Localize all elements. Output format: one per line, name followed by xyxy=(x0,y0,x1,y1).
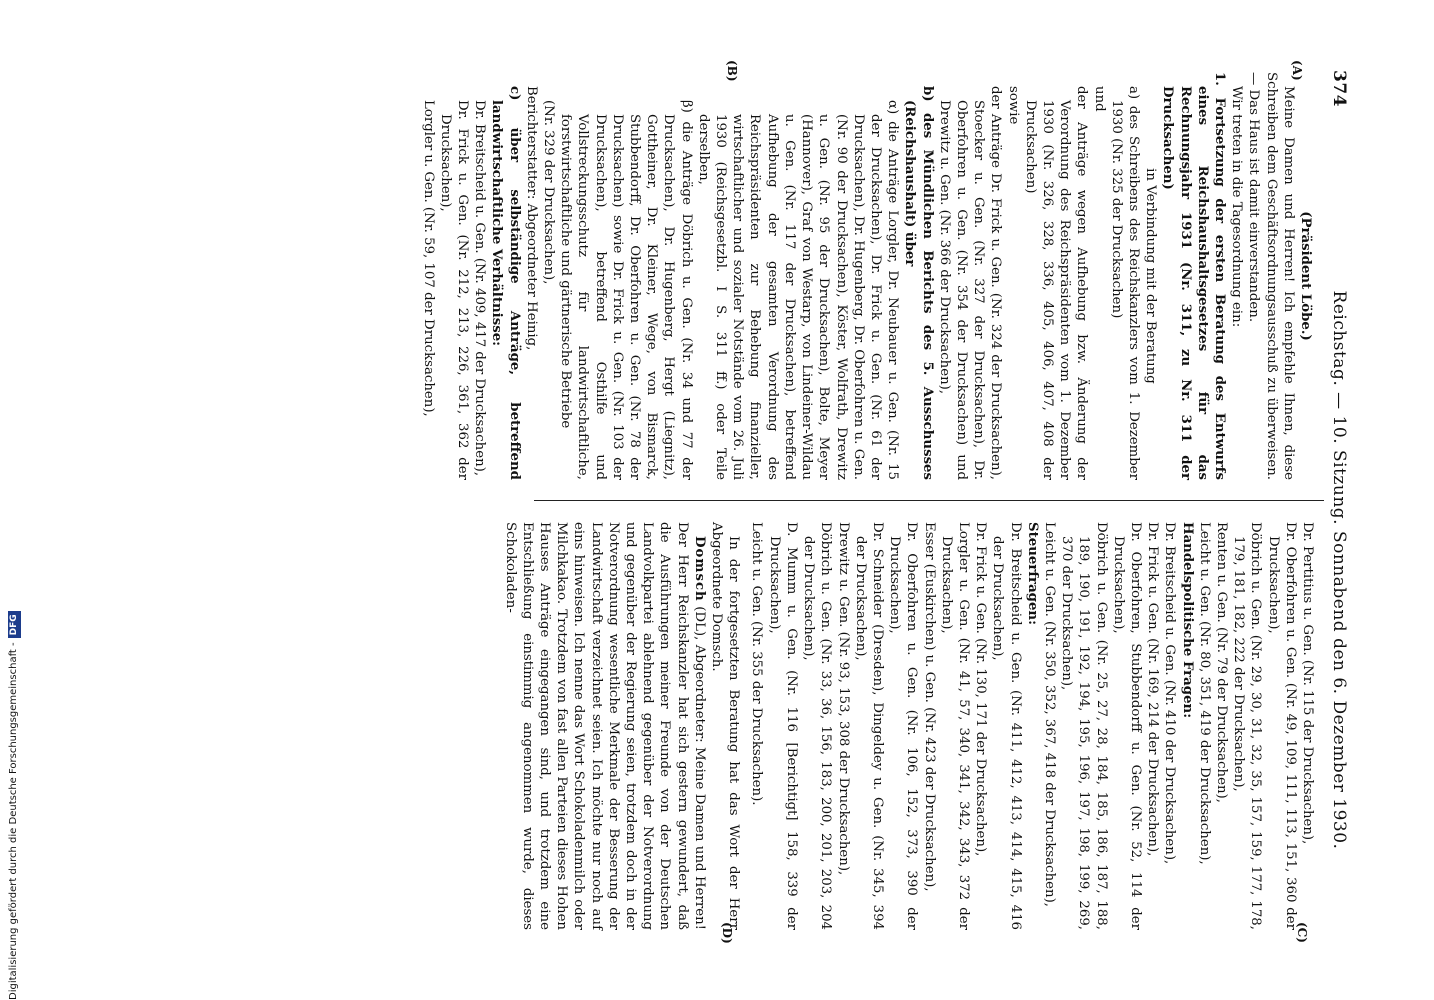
paragraph: In der fortgesetzten Beratung hat das Wort der Herr Abgeordnete Domsch. xyxy=(709,522,742,930)
margin-marker-c: (C) xyxy=(1295,922,1309,943)
agenda-text: (Nr. 329 der Drucksachen), xyxy=(541,100,557,285)
speech-paragraph xyxy=(501,522,707,930)
motion-entry: Drewitz u. Gen. (Nr. 93, 153, 308 der Drucksachen), xyxy=(835,522,851,876)
motion-entry: Leicht u. Gen. (Nr. 355 der Drucksachen). xyxy=(749,522,765,806)
credit-text: Digitalisierung gefördert durch die Deutsche Forschungsgemeinschaft - xyxy=(8,642,19,1000)
motion-entry: Dr. Oberfohren, Stubbendorff u. Gen. (Nr. 52, 114 der Drucksachen), xyxy=(1110,522,1143,930)
agenda-text: und xyxy=(1091,86,1107,112)
agenda-item-b: b) des Mündlichen Berichts des 5. Ausschusses (Reichshaushalt) über xyxy=(902,86,935,480)
agenda-item-a: a) des Schreibens des Reichskanzlers vom 1. Dezember 1930 (Nr. 325 der Drucksachen) xyxy=(1108,86,1141,480)
paragraph: Wir treten in die Tagesordnung ein: xyxy=(1229,86,1245,328)
agenda-item-c: c) über selbständige Anträge, betreffend landwirtschaftliche Verhältnisse: xyxy=(489,86,522,480)
page-number: 374 xyxy=(1329,70,1349,107)
left-column xyxy=(419,72,1314,480)
motion-entry: Dr. Frick u. Gen. (Nr. 212, 213, 226, 361, 362 der Drucksachen), xyxy=(437,100,471,480)
motion-entry: Leicht u. Gen. (Nr. 80, 351, 419 der Drucksachen), xyxy=(1196,522,1212,865)
motion-entry: D. Mumm u. Gen. (Nr. 116 [Berichtigt] 158, 339 der Drucksachen), xyxy=(766,522,799,930)
rapporteur: Berichterstatter: Abgeordneter Heinig, xyxy=(523,86,539,351)
margin-marker-a: (A) xyxy=(1290,60,1304,81)
motion-entry: Döbrich u. Gen. (Nr. 29, 30, 31, 32, 35, 157, 159, 177, 178, 179, 181, 182, 222 der Drucksachen), xyxy=(1231,522,1264,930)
motion-entry: Esser (Euskirchen) u. Gen. (Nr. 423 der Drucksachen), xyxy=(921,522,937,892)
margin-marker-b: (B) xyxy=(725,60,739,82)
motion-entry: Döbrich u. Gen. (Nr. 33, 36, 156, 183, 200, 201, 203, 204 der Drucksachen), xyxy=(801,522,834,930)
speaker-name: Domsch xyxy=(691,536,707,602)
motion-entry: Dr. Oberfohren u. Gen. (Nr. 106, 152, 373, 390 der Drucksachen), xyxy=(887,522,920,930)
agenda-item-alpha: α) die Anträge Lorgler, Dr. Neubauer u. Gen. (Nr. 15 der Drucksachen), Dr. Frick u. Gen. (Nr. 61 der Drucksachen), Dr. Hugenberg, Dr. Oberfohren u. Gen. (Nr. 90 der Drucksachen), Köster, Wolfrath, Drewitz u. Gen. (Nr. 95 der Drucksachen), Bolte, Meyer (Hannover), Graf von Westarp, von Lindeiner-Wildau u. Gen. (Nr. 117 der Drucksachen), betreffend Aufhebung der gesamten Verordnung des Reichspräsidenten zur Behebung finanzieller, wirtschaftlicher und sozialer Notstände vom 26. Juli 1930 (Reichsgesetzbl. I S. 311 ff.) oder Teile derselben, xyxy=(695,100,901,480)
agenda-text: der Anträge wegen Aufhebung bzw. Änderung der Verordnung des Reichspräsidenten vom 1. Dezember 1930 (Nr. 326, 328, 336, 405, 406, 407, 408 der Drucksachen) xyxy=(1022,86,1090,480)
section-heading: Handelspolitische Fragen: xyxy=(1179,522,1195,719)
motion-entry: Dr. Breitscheid u. Gen. (Nr. 411, 412, 413, 414, 415, 416 der Drucksachen), xyxy=(990,522,1023,930)
motion-entry: Lorgler u. Gen. (Nr. 41, 57, 340, 341, 342, 343, 372 der Drucksachen), xyxy=(938,522,971,930)
agenda-text: in Verbindung mit der Beratung xyxy=(1143,168,1159,384)
footer-credit xyxy=(6,600,22,1000)
agenda-text: der Anträge Dr. Frick u. Gen. (Nr. 324 der Drucksachen), Stoecker u. Gen. (Nr. 327 der Drucksachen), Dr. Oberfohren u. Gen. (Nr. 354 der Drucksachen) und Drewitz u. Gen. (Nr. 366 der Drucksachen), xyxy=(936,86,1004,480)
speaker-heading: (Präsident Löbe.) xyxy=(1298,211,1313,341)
motion-entry: Dr. Oberfohren u. Gen. (Nr. 49, 109, 111, 113, 151, 360 der Drucksachen), xyxy=(1265,522,1298,930)
margin-marker-d: (D) xyxy=(720,922,734,944)
motion-entry: Dr. Frick u. Gen. (Nr. 130, 171 der Drucksachen), xyxy=(973,522,989,857)
page-title: Reichstag. — 10. Sitzung. Sonnabend den 6. Dezember 1930. xyxy=(1329,290,1349,850)
motion-entry: Lorgler u. Gen. (Nr. 59, 107 der Drucksachen), xyxy=(420,100,436,417)
motion-entry: Leicht u. Gen. (Nr. 350, 352, 367, 418 der Drucksachen), xyxy=(1041,522,1057,907)
dfg-logo-icon: DFG xyxy=(8,611,21,638)
motion-entry: Dr. Frick u. Gen. (Nr. 169, 214 der Drucksachen), xyxy=(1145,522,1161,857)
agenda-item-beta: β) die Anträge Döbrich u. Gen. (Nr. 34 und 77 der Drucksachen), Dr. Hugenberg, Hergt (Liegnitz), Gottheiner, Dr. Kleiner, Wege, von Bismarck, Stubbendorff, Dr. Oberfohren u. Gen. (Nr. 78 der Drucksachen) sowie Dr. Frick u. Gen. (Nr. 103 der Drucksachen), betreffend Osthilfe und Vollstreckungsschutz für landwirtschaftliche, forstwirtschaftliche und gärtnerische Betriebe xyxy=(558,100,694,480)
motion-entry: Dr. Schneider (Dresden), Dingeldey u. Gen. (Nr. 345, 394 der Drucksachen), xyxy=(852,522,885,930)
paragraph: Meine Damen und Herren! Ich empfehle Ihnen, diese Schreiben dem Geschäftsordnungsausschuß zu überweisen. — Das Haus ist damit einverstanden. xyxy=(1246,72,1296,480)
motion-entry: Renten u. Gen. (Nr. 79 der Drucksachen), xyxy=(1213,522,1229,803)
motion-entry: Döbrich u. Gen. (Nr. 25, 27, 28, 184, 185, 186, 187, 188, 189, 190, 191, 192, 194, 195, 196, 197, 198, 199, 269, 370 der Drucksachen), xyxy=(1059,522,1109,930)
agenda-text: sowie xyxy=(1005,86,1021,125)
column-divider xyxy=(534,500,1324,501)
section-heading: Steuerfragen: xyxy=(1024,522,1040,626)
motion-entry: Dr. Pertitius u. Gen. (Nr. 115 der Drucksachen), xyxy=(1300,522,1315,845)
speech-text: (DL), Abgeordneter: Meine Damen und Herren! Der Herr Reichskanzler hat sich gestern gewundert, daß die Ausführungen meiner Freunde von der Deutschen Landvolkpartei ablehnend gegenüber der Notverordnung und gegenüber der Regierung seien, trotzdem doch in der Notverordnung wesentliche Merkmale der Besserung der Landwirtschaft verzeichnet seien. Ich möchte nur noch auf eins hinweisen. Ich nenne das Wort Schokoladenmilch oder Milchkakao. Trotzdem von fast allen Parteien dieses Hohen Hauses Anträge eingegangen sind, und trotzdem eine Entschließung einstimmig angenommen wurde, dieses Schokoladen- xyxy=(502,522,707,930)
motion-entry: Dr. Breitscheid u. Gen. (Nr. 410 der Drucksachen), xyxy=(1162,522,1178,865)
motion-entry: Dr. Breitscheid u. Gen. (Nr. 409, 417 der Drucksachen), xyxy=(472,100,488,477)
agenda-item-1: 1. Fortsetzung der ersten Beratung des Entwurfs eines Reichshaushaltsgesetzes für das Rechnungsjahr 1931 (Nr. 311, zu Nr. 311 der Drucksachen) xyxy=(1160,72,1227,480)
right-column xyxy=(501,522,1316,930)
